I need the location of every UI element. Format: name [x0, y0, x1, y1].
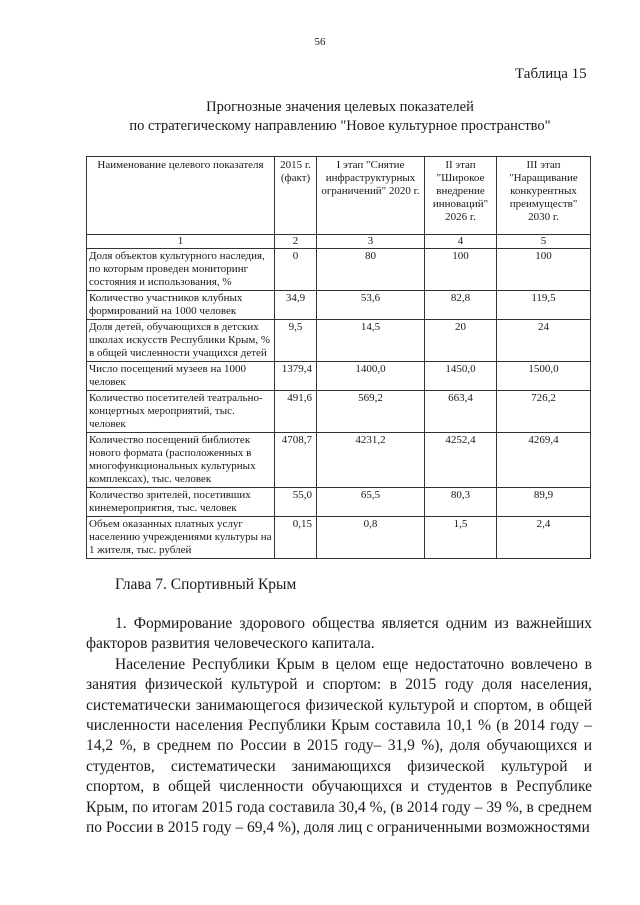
index-cell: 5	[497, 235, 591, 249]
value-2026: 20	[425, 320, 497, 362]
indicator-name: Количество зрителей, посетивших кинемероприятия, тыс. человек	[87, 488, 275, 517]
table-row	[87, 320, 591, 362]
table-header-row	[87, 157, 591, 235]
value-2015: 55,0	[275, 488, 317, 517]
paragraph: 1. Формирование здорового общества является одним из важнейших факторов развития человеческого капитала.	[86, 615, 592, 653]
table-row	[87, 362, 591, 391]
value-2030: 1500,0	[497, 362, 591, 391]
table-row	[87, 488, 591, 517]
value-2026: 663,4	[425, 391, 497, 433]
indicator-name: Количество посещений библиотек нового формата (расположенных в многофункциональных культурных комплексах), тыс. человек	[87, 433, 275, 488]
body-text	[86, 614, 592, 838]
header-stage-3: III этап "Наращивание конкурентных преимуществ" 2030 г.	[497, 157, 591, 235]
header-indicator-name: Наименование целевого показателя	[87, 157, 275, 235]
table-title	[60, 98, 620, 136]
table-title-line-1: Прогнозные значения целевых показателей	[206, 99, 474, 115]
indicator-name: Количество посетителей театрально-концертных мероприятий, тыс. человек	[87, 391, 275, 433]
value-2020: 0,8	[317, 517, 425, 559]
page-number: 56	[314, 36, 326, 48]
value-2020: 4231,2	[317, 433, 425, 488]
value-2020: 1400,0	[317, 362, 425, 391]
value-2026: 100	[425, 249, 497, 291]
index-cell: 1	[87, 235, 275, 249]
table-label: Таблица 15	[515, 66, 587, 82]
value-2030: 100	[497, 249, 591, 291]
indicator-name: Объем оказанных платных услуг населению учреждениями культуры на 1 жителя, тыс. рублей	[87, 517, 275, 559]
value-2020: 65,5	[317, 488, 425, 517]
indicator-name: Число посещений музеев на 1000 человек	[87, 362, 275, 391]
value-2026: 80,3	[425, 488, 497, 517]
value-2015: 9,5	[275, 320, 317, 362]
value-2030: 726,2	[497, 391, 591, 433]
value-2030: 24	[497, 320, 591, 362]
value-2015: 491,6	[275, 391, 317, 433]
indicator-name: Доля детей, обучающихся в детских школах искусств Республики Крым, % в общей численности учащихся детей	[87, 320, 275, 362]
table-row	[87, 291, 591, 320]
table-row	[87, 517, 591, 559]
value-2026: 1450,0	[425, 362, 497, 391]
value-2020: 80	[317, 249, 425, 291]
value-2015: 1379,4	[275, 362, 317, 391]
value-2015: 34,9	[275, 291, 317, 320]
value-2020: 14,5	[317, 320, 425, 362]
index-cell: 3	[317, 235, 425, 249]
value-2030: 89,9	[497, 488, 591, 517]
value-2030: 4269,4	[497, 433, 591, 488]
index-cell: 2	[275, 235, 317, 249]
index-cell: 4	[425, 235, 497, 249]
value-2020: 53,6	[317, 291, 425, 320]
indicator-name: Доля объектов культурного наследия, по которым проведен мониторинг состояния и использования, %	[87, 249, 275, 291]
chapter-heading: Глава 7. Спортивный Крым	[115, 576, 297, 593]
value-2020: 569,2	[317, 391, 425, 433]
paragraph: Население Республики Крым в целом еще недостаточно вовлечено в занятия физической культурой и спортом: в 2015 году доля населения, систематически занимающегося физической культурой и спортом, в общей численности населения Республики Крым составила 10,1 % (в 2014 году – 14,2 %, в среднем по России в 2015 году– 31,9 %), доля обучающихся и студентов, систематически занимающихся физической культурой и спортом, в общей численности обучающихся и студентов в Республике Крым, по итогам 2015 года составила 30,4 %, (в 2014 году – 39 %, в среднем по России в 2015 году – 69,4 %), доля лиц с ограниченными возможностями	[86, 655, 592, 837]
header-stage-2: II этап "Широкое внедрение инноваций" 2026 г.	[425, 157, 497, 235]
value-2030: 119,5	[497, 291, 591, 320]
value-2015: 4708,7	[275, 433, 317, 488]
table-row	[87, 433, 591, 488]
indicator-name: Количество участников клубных формирований на 1000 человек	[87, 291, 275, 320]
value-2026: 4252,4	[425, 433, 497, 488]
table-index-row	[87, 235, 591, 249]
value-2026: 82,8	[425, 291, 497, 320]
value-2015: 0,15	[275, 517, 317, 559]
header-2015-fact: 2015 г. (факт)	[275, 157, 317, 235]
value-2015: 0	[275, 249, 317, 291]
table-row	[87, 249, 591, 291]
target-indicators-table	[86, 156, 591, 559]
value-2026: 1,5	[425, 517, 497, 559]
table-row	[87, 391, 591, 433]
header-stage-1: I этап "Снятие инфраструктурных ограничений" 2020 г.	[317, 157, 425, 235]
value-2030: 2,4	[497, 517, 591, 559]
table-title-line-2: по стратегическому направлению "Новое культурное пространство"	[129, 118, 551, 134]
